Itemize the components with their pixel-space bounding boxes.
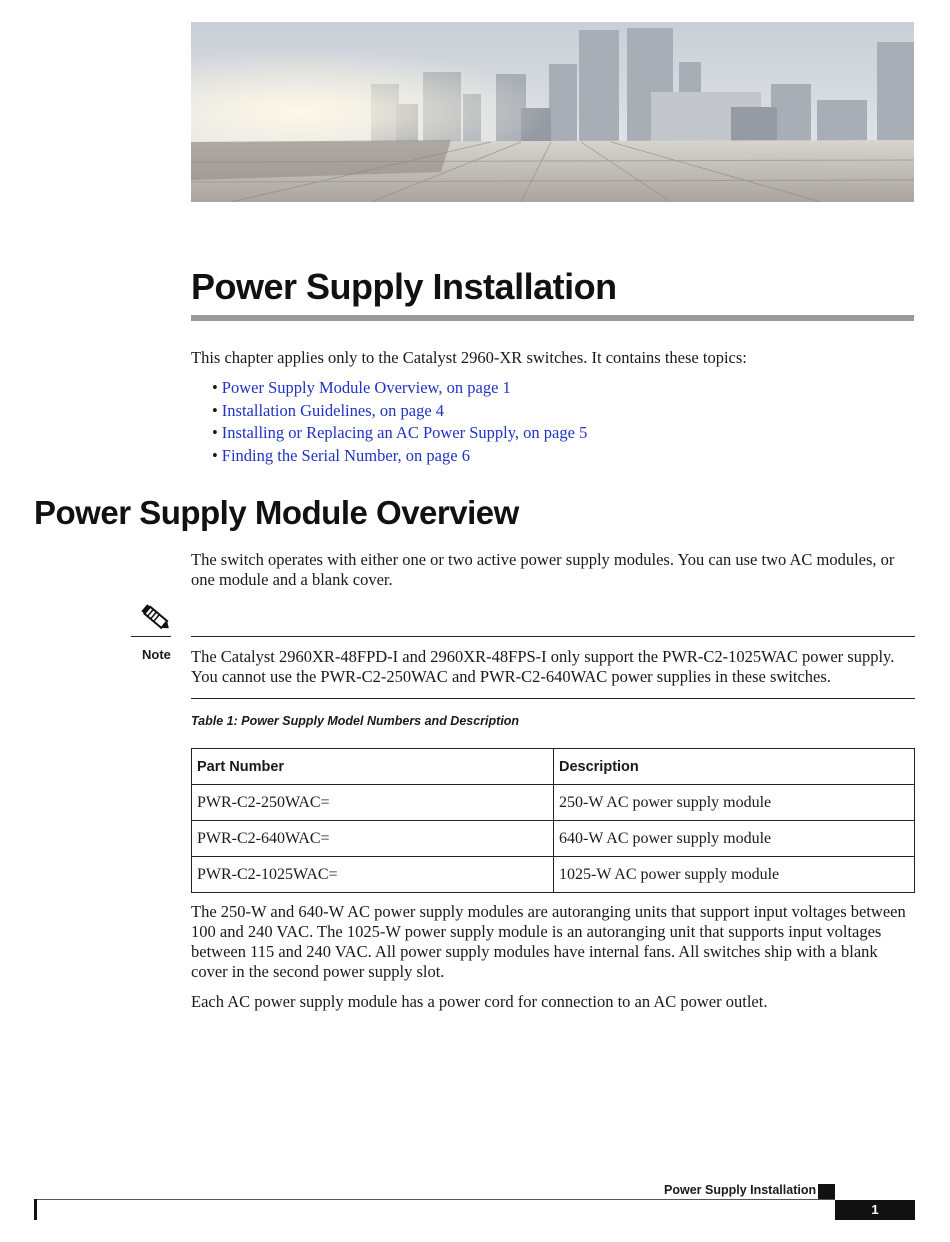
bullet-icon: • <box>212 423 218 443</box>
part-number-cell: PWR-C2-250WAC= <box>192 785 554 821</box>
part-number-cell: PWR-C2-640WAC= <box>192 821 554 857</box>
topic-item <box>212 400 587 423</box>
table-row <box>192 857 915 893</box>
autoranging-paragraph: The 250-W and 640-W AC power supply modules are autoranging units that support input voltages between 100 and 240 VAC. The 1025-W power supply module is an autoranging unit that supports input voltages between 115 and 240 VAC. All power supply modules have internal fans. All switches ship with a blank cover in the second power supply slot. <box>191 902 906 981</box>
pencil-icon <box>140 603 174 635</box>
power-cord-paragraph: Each AC power supply module has a power cord for connection to an AC power outlet. <box>191 992 768 1011</box>
bullet-icon: • <box>212 446 218 466</box>
note-rule-top <box>191 636 915 637</box>
power-supply-table <box>191 748 915 893</box>
section-title: Power Supply Module Overview <box>34 494 519 531</box>
footer-rule <box>34 1199 835 1200</box>
bullet-icon: • <box>212 378 218 397</box>
note-rule-left <box>131 636 171 637</box>
header-description: Description <box>554 749 915 785</box>
topic-link-overview[interactable]: Power Supply Module Overview, on page 1 <box>221 378 511 397</box>
note-text: The Catalyst 2960XR-48FPD-I and 2960XR-48FPS-I only support the PWR-C2-1025WAC power supply. You cannot use the PWR-C2-250WAC and PWR-C2-640WAC power supplies in these switches. <box>191 647 895 686</box>
chapter-intro: This chapter applies only to the Catalyst 2960-XR switches. It contains these topics: <box>191 348 747 367</box>
description-cell: 640-W AC power supply module <box>554 821 915 857</box>
description-cell: 1025-W AC power supply module <box>554 857 915 893</box>
footer-marker <box>818 1184 835 1200</box>
bullet-icon: • <box>212 400 218 420</box>
title-rule <box>191 315 914 321</box>
description-cell: 250-W AC power supply module <box>554 785 915 821</box>
topic-link-installing[interactable]: Installing or Replacing an AC Power Supply, on page 5 <box>221 423 588 443</box>
banner-image <box>191 22 914 202</box>
topic-link-guidelines[interactable]: Installation Guidelines, on page 4 <box>221 400 445 420</box>
topic-item <box>212 422 587 445</box>
chapter-title: Power Supply Installation <box>191 266 617 307</box>
part-number-cell: PWR-C2-1025WAC= <box>192 857 554 893</box>
note-label: Note <box>142 647 171 662</box>
page-number: 1 <box>835 1200 915 1220</box>
topic-list <box>212 377 587 468</box>
footer-tick <box>34 1199 37 1220</box>
table-caption: Table 1: Power Supply Model Numbers and Description <box>191 714 520 728</box>
note-rule-bottom <box>191 698 915 699</box>
footer-chapter-title: Power Supply Installation <box>664 1183 817 1197</box>
table-row <box>192 785 915 821</box>
table-row <box>192 821 915 857</box>
city-skyline-image <box>191 22 914 202</box>
overview-paragraph: The switch operates with either one or two active power supply modules. You can use two AC modules, or one module and a blank cover. <box>191 550 895 589</box>
topic-item <box>212 377 587 400</box>
topic-item <box>212 445 587 468</box>
header-part-number: Part Number <box>192 749 554 785</box>
table-header-row <box>192 749 915 785</box>
topic-link-serial-number[interactable]: Finding the Serial Number, on page 6 <box>221 446 470 466</box>
